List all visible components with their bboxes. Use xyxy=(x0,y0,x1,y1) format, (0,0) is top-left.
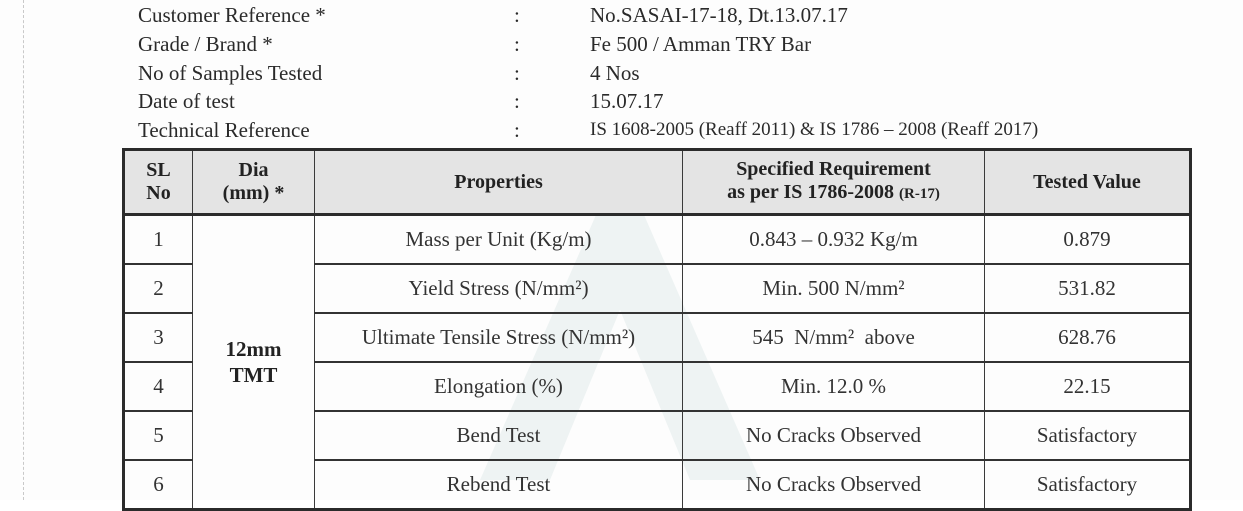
table-header-row xyxy=(124,150,1191,215)
header-text: (mm) * xyxy=(222,182,285,204)
info-value: 15.07.17 xyxy=(590,89,664,113)
header-text: Tested Value xyxy=(1033,170,1141,193)
info-label: Date of test xyxy=(138,89,235,113)
info-value: IS 1608-2005 (Reaff 2011) & IS 1786 – 2008 (Reaff 2017) xyxy=(590,119,1039,140)
cell-tested: Satisfactory xyxy=(985,411,1191,460)
header-properties xyxy=(315,150,683,215)
header-dia xyxy=(193,150,315,215)
info-value: 4 Nos xyxy=(590,61,640,85)
test-results-table xyxy=(122,148,1192,511)
header-text: SL xyxy=(146,159,171,181)
info-label: Customer Reference * xyxy=(138,3,326,27)
info-label: Technical Reference xyxy=(138,118,310,142)
header-specified-requirement xyxy=(683,150,985,215)
header-text: Dia xyxy=(238,159,269,181)
header-text: No xyxy=(146,182,171,204)
cell-sl: 2 xyxy=(124,264,193,313)
header-tested-value xyxy=(985,150,1191,215)
header-text: Specified Requirement xyxy=(736,158,931,180)
info-colon: : xyxy=(514,118,520,142)
dia-text: 12mm xyxy=(225,337,282,361)
cell-requirement: No Cracks Observed xyxy=(683,411,985,460)
cell-property: Ultimate Tensile Stress (N/mm²) xyxy=(315,313,683,362)
info-colon: : xyxy=(514,32,520,56)
cell-sl: 3 xyxy=(124,313,193,362)
info-value: No.SASAI-17-18, Dt.13.07.17 xyxy=(590,3,848,27)
header-text: Properties xyxy=(454,170,543,193)
info-label: Grade / Brand * xyxy=(138,32,273,56)
cell-tested: 22.15 xyxy=(985,362,1191,411)
dia-text: TMT xyxy=(229,363,278,387)
cell-property: Bend Test xyxy=(315,411,683,460)
header-text: as per IS 1786-2008 xyxy=(727,181,895,203)
cell-property: Elongation (%) xyxy=(315,362,683,411)
cell-tested: 0.879 xyxy=(985,215,1191,265)
header-sl-no xyxy=(124,150,193,215)
cell-dia xyxy=(193,215,315,510)
cell-property: Yield Stress (N/mm²) xyxy=(315,264,683,313)
cell-requirement: No Cracks Observed xyxy=(683,460,985,510)
cell-requirement: 0.843 – 0.932 Kg/m xyxy=(683,215,985,265)
binding-margin-line xyxy=(23,0,24,500)
cell-tested: 531.82 xyxy=(985,264,1191,313)
info-colon: : xyxy=(514,61,520,85)
cell-sl: 1 xyxy=(124,215,193,265)
cell-sl: 4 xyxy=(124,362,193,411)
cell-requirement: Min. 500 N/mm² xyxy=(683,264,985,313)
cell-tested: 628.76 xyxy=(985,313,1191,362)
info-colon: : xyxy=(514,3,520,27)
info-label: No of Samples Tested xyxy=(138,61,323,85)
cell-property: Mass per Unit (Kg/m) xyxy=(315,215,683,265)
cell-requirement: Min. 12.0 % xyxy=(683,362,985,411)
cell-tested: Satisfactory xyxy=(985,460,1191,510)
table-row xyxy=(124,215,1191,265)
cell-requirement: 545 N/mm² above xyxy=(683,313,985,362)
cell-property: Rebend Test xyxy=(315,460,683,510)
cell-sl: 6 xyxy=(124,460,193,510)
info-colon: : xyxy=(514,89,520,113)
header-suffix: (R-17) xyxy=(899,186,940,202)
info-value: Fe 500 / Amman TRY Bar xyxy=(590,32,812,56)
cell-sl: 5 xyxy=(124,411,193,460)
